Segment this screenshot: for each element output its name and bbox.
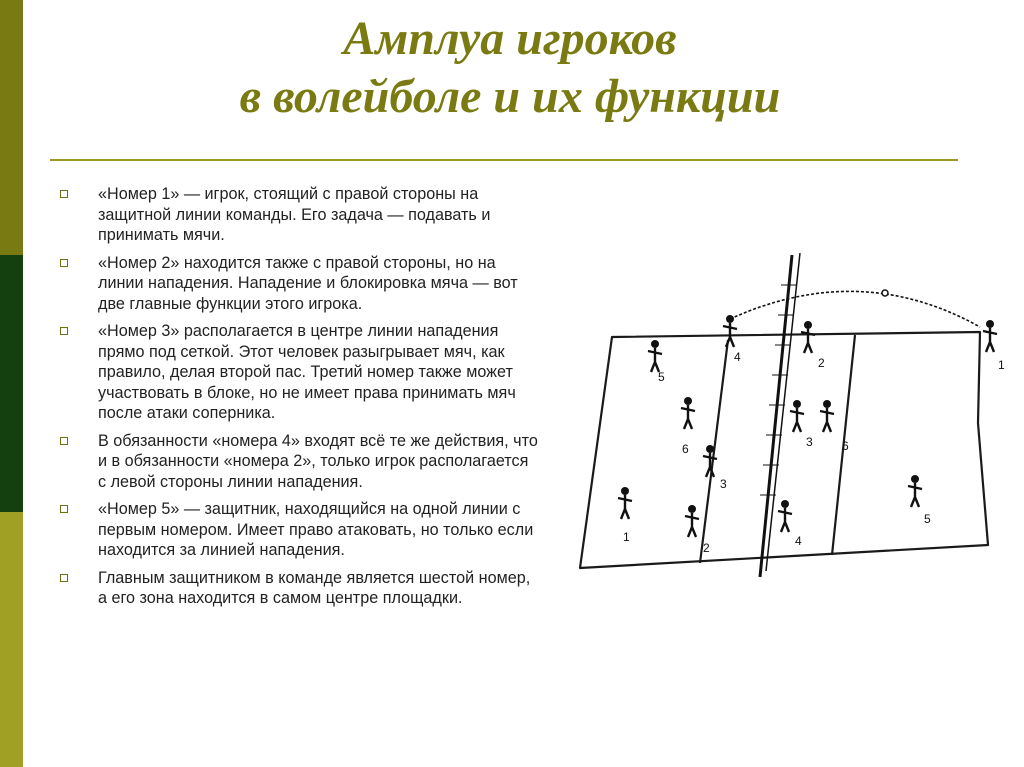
bullet-item [58,253,538,315]
left-player-1-label: 1 [623,530,630,544]
right-player-1-label: 1 [998,358,1005,372]
bullet-text: «Номер 1» — игрок, стоящий с правой стороны на защитной линии команды. Его задача — подавать и принимать мячи. [98,185,491,244]
bullet-text: Главным защитником в команде является шестой номер, а его зона находится в самом центре площадки. [98,568,531,607]
left-accent-bar-bottom [0,512,23,767]
bullet-text: «Номер 2» находится также с правой стороны, но на линии нападения. Нападение и блокировка мяча — вот две главные функции этого игрока. [98,253,518,313]
bullet-item [58,321,538,424]
bullet-item [58,184,538,246]
right-player-6-label: 6 [842,439,849,453]
bullet-item [58,431,538,493]
bullet-text: «Номер 5» — защитник, находящийся на одной линии с первым номером. Имеет право атаковать, но только если находится за линией нападения. [98,500,534,559]
left-player-2-label: 2 [703,541,710,555]
left-player-3-label: 3 [720,477,727,491]
left-accent-bar-top [0,0,23,255]
right-team-players [778,320,997,532]
right-player-4-label: 4 [795,534,802,548]
right-player-2-label: 2 [818,356,825,370]
volleyball-court-diagram [570,245,1020,590]
square-bullet-icon [60,259,68,267]
title-line-1: Амплуа игроков [343,12,677,65]
square-bullet-icon [60,505,68,513]
title-divider [50,159,958,161]
square-bullet-icon [60,327,68,335]
left-accent-bar-middle [0,255,23,512]
bullet-list [58,184,538,616]
left-team-players [618,315,737,537]
bullet-text: «Номер 3» располагается в центре линии нападения прямо под сеткой. Этот человек разыгрывает мяч, как правило, делая второй пас. Третий номер также может участвовать в блоке, но не имеет права принимать мяч после атаки соперника. [98,322,516,422]
player-number-labels [623,350,1005,555]
ball-icon [882,290,888,296]
left-player-4-label: 4 [734,350,741,364]
left-player-6-label: 6 [682,442,689,456]
right-player-5-label: 5 [924,512,931,526]
slide-title [60,10,960,126]
title-line-2: в волейболе и их функции [239,70,781,123]
left-player-5-label: 5 [658,370,665,384]
square-bullet-icon [60,190,68,198]
square-bullet-icon [60,437,68,445]
ball-trajectory [730,291,980,327]
right-player-3-label: 3 [806,435,813,449]
bullet-text: В обязанности «номера 4» входят всё те же действия, что и в обязанности «номера 2», только игрок располагается с левой стороны линии нападения. [98,431,538,491]
bullet-item [58,568,538,609]
court-lines [580,332,988,568]
square-bullet-icon [60,574,68,582]
bullet-item [58,499,538,561]
